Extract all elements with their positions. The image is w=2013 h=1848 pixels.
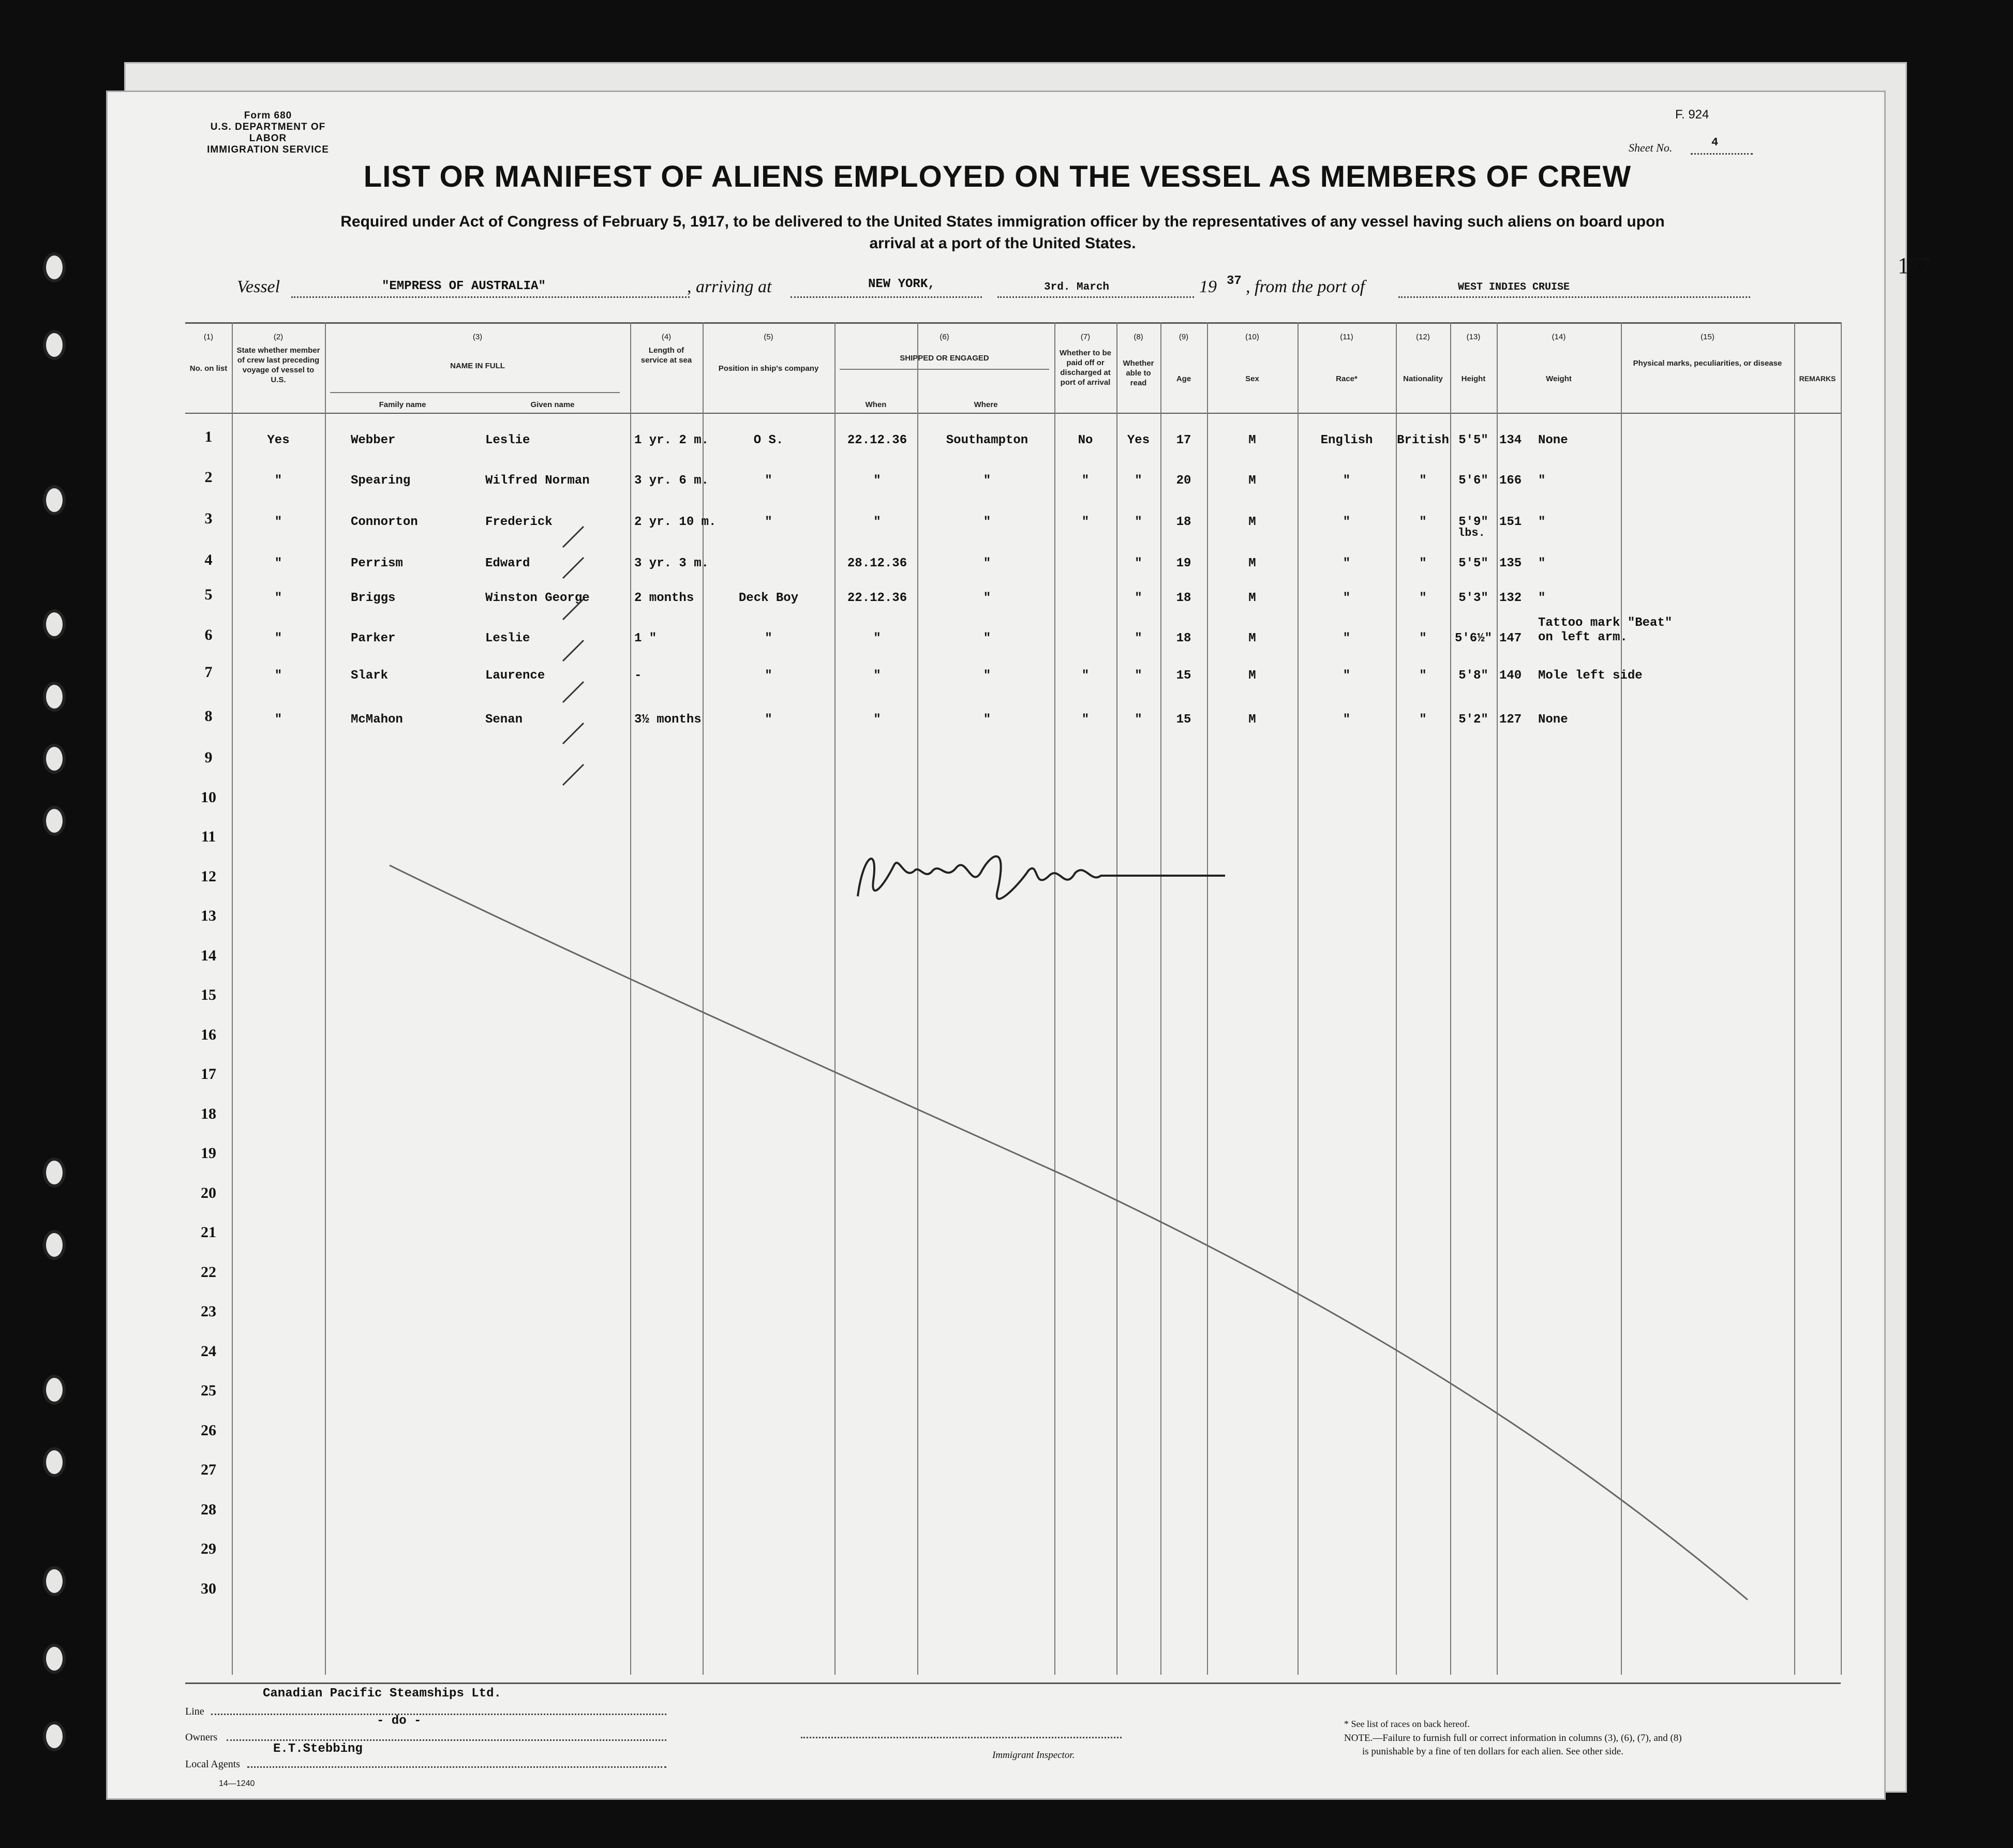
subtitle (252, 211, 1753, 254)
cell-read: " (1135, 669, 1142, 683)
colnum: (9) (1179, 333, 1189, 341)
cell-age: 19 (1176, 557, 1191, 570)
cell-paid: " (1081, 713, 1090, 727)
cell-where: " (983, 474, 991, 488)
cell-family: Connorton (351, 515, 418, 529)
cell-nat: " (1419, 474, 1427, 488)
row-number: 28 (201, 1500, 216, 1518)
cell-length: 2 months (634, 591, 694, 605)
cell-read: " (1135, 632, 1142, 645)
year-prefix: 19 (1199, 277, 1217, 296)
colnum: (3) (472, 333, 483, 341)
row-number: 11 (201, 828, 216, 845)
cell-marks: None (1538, 713, 1568, 727)
cell-age: 18 (1176, 515, 1191, 529)
cell-paid: " (1081, 669, 1090, 683)
cell-length: 1 yr. 2 m. (634, 433, 709, 447)
colnum: (13) (1466, 333, 1481, 341)
row-number: 26 (201, 1421, 216, 1439)
cell-when: " (873, 632, 881, 645)
punch-hole (43, 682, 66, 712)
cell-n: 1 (204, 428, 213, 445)
cell-n: 4 (204, 551, 213, 568)
cell-where: " (983, 557, 991, 570)
cell-prev: " (274, 632, 282, 645)
cell-paid: No (1078, 433, 1093, 447)
cell-where: " (983, 591, 991, 605)
cell-weight: 166 (1499, 474, 1522, 488)
colnum: (8) (1134, 333, 1143, 341)
punch-hole (43, 609, 66, 639)
cell-age: 18 (1176, 632, 1191, 645)
crew-table (185, 322, 1841, 1675)
header-length-service: Length of service at sea (640, 346, 692, 365)
cell-race: " (1343, 591, 1351, 605)
cell-race: " (1343, 474, 1351, 488)
cell-marks-line2: on left arm. (1538, 630, 1628, 644)
cell-position: " (765, 713, 772, 727)
cell-when: " (873, 515, 881, 529)
punch-hole (43, 744, 66, 774)
cell-position: Deck Boy (738, 591, 799, 605)
header-remarks: REMARKS (1799, 374, 1836, 383)
cell-given: Leslie (485, 632, 530, 645)
cell-position: O S. (753, 433, 784, 447)
colnum: (11) (1340, 333, 1353, 341)
service: IMMIGRATION SERVICE (207, 144, 329, 155)
from-label: , from the port of (1246, 277, 1365, 296)
cell-family: Spearing (351, 474, 411, 488)
header-age: Age (1176, 374, 1191, 383)
header-position: Position in ship's company (718, 364, 819, 373)
punch-hole (43, 1158, 66, 1188)
note-line-1: NOTE.—Failure to furnish full or correct information in columns (3), (6), (7), and (8) (1344, 1733, 1682, 1744)
cell-n: 7 (204, 664, 213, 681)
cell-position: " (765, 474, 772, 488)
cell-race: " (1343, 557, 1351, 570)
colnum: (7) (1080, 333, 1091, 341)
cell-given: Frederick (485, 515, 553, 529)
cell-n: 6 (204, 626, 213, 643)
cell-race: " (1343, 515, 1351, 529)
cell-where: " (983, 669, 991, 683)
cell-position: " (765, 632, 772, 645)
from-port: WEST INDIES CRUISE (1458, 281, 1570, 293)
cell-weight: 147 (1499, 632, 1522, 645)
line-label: Line (185, 1706, 204, 1717)
cell-when: " (873, 669, 881, 683)
cell-prev: " (274, 474, 282, 488)
punch-hole (43, 1230, 66, 1260)
header-no-on-list: No. on list (189, 364, 228, 373)
cell-height: 5'2" (1458, 713, 1488, 727)
cell-length: 3 yr. 6 m. (634, 474, 709, 488)
row-number: 9 (204, 749, 213, 766)
cell-marks: Mole left side (1538, 669, 1643, 683)
colnum: (10) (1245, 333, 1259, 341)
cell-family: Parker (351, 632, 396, 645)
punch-hole (43, 1721, 66, 1751)
cell-position: " (765, 669, 772, 683)
cell-read: " (1135, 713, 1142, 727)
header-physical: Physical marks, peculiarities, or disease (1633, 359, 1782, 368)
colnum: (4) (661, 333, 672, 341)
cell-given: Winston George (485, 591, 590, 605)
row-number: 20 (201, 1184, 216, 1201)
punch-hole (43, 1375, 66, 1405)
header-family-name: Family name (379, 400, 426, 409)
form-number: Form 680 (244, 110, 292, 121)
cell-prev: " (274, 669, 282, 683)
header-nationality: Nationality (1403, 374, 1443, 383)
cell-where: Southampton (946, 433, 1028, 447)
cell-family: Briggs (351, 591, 396, 605)
cell-prev: " (274, 515, 282, 529)
colnum: (5) (764, 333, 773, 341)
cell-height: 5'3" (1458, 591, 1488, 605)
colnum: (15) (1701, 333, 1714, 341)
cell-age: 15 (1176, 669, 1191, 683)
cell-prev: Yes (267, 433, 290, 447)
cell-prev: " (274, 591, 282, 605)
cell-age: 17 (1176, 433, 1191, 447)
subtitle-line-1: Required under Act of Congress of February 5, 1917, to be delivered to the United States immigration officer by the representatives of any vessel having such aliens on board upon (340, 213, 1665, 230)
row-number: 27 (201, 1461, 216, 1478)
cell-sex: M (1248, 669, 1256, 683)
year-suffix: 37 (1227, 274, 1242, 288)
cell-height: 5'9" (1458, 515, 1488, 529)
cell-read: " (1135, 557, 1142, 570)
cell-race: " (1343, 713, 1351, 727)
cell-paid: " (1081, 474, 1090, 488)
cell-given: Wilfred Norman (485, 474, 590, 488)
cell-height: 5'5" (1458, 433, 1488, 447)
agents-value: E.T.Stebbing (273, 1742, 363, 1756)
cell-paid: " (1081, 515, 1090, 529)
inspector-label: Immigrant Inspector. (992, 1750, 1075, 1761)
header-race: Race* (1336, 374, 1358, 383)
cell-marks: None (1538, 433, 1568, 447)
row-number: 12 (201, 867, 216, 885)
row-number: 29 (201, 1540, 216, 1557)
arrival-port: NEW YORK, (868, 277, 935, 291)
row-number: 23 (201, 1303, 216, 1320)
agents-label: Local Agents (185, 1759, 241, 1770)
cell-sex: M (1248, 591, 1256, 605)
punch-hole (43, 1644, 66, 1674)
weight-unit: lbs. (1458, 527, 1485, 539)
cell-sex: M (1248, 433, 1256, 447)
cell-length: - (634, 669, 642, 683)
cell-n: 5 (204, 586, 213, 603)
cell-length: 1 " (634, 632, 657, 645)
cell-nat: " (1419, 669, 1427, 683)
cell-family: Perrism (351, 557, 403, 570)
header-able-read: Whether able to read (1123, 359, 1154, 387)
cell-race: English (1320, 433, 1373, 447)
cell-when: 28.12.36 (847, 557, 907, 570)
cell-weight: 134 (1499, 433, 1522, 447)
cell-nat: " (1419, 591, 1427, 605)
cell-race: " (1343, 632, 1351, 645)
page-title: LIST OR MANIFEST OF ALIENS EMPLOYED ON THE VESSEL AS MEMBERS OF CREW (363, 160, 1632, 193)
punch-hole (43, 1566, 66, 1596)
row-number: 19 (201, 1145, 216, 1162)
cell-where: " (983, 632, 991, 645)
cell-age: 20 (1176, 474, 1191, 488)
cell-nat: " (1419, 515, 1427, 529)
header-paid-off: Whether to be paid off or discharged at port of arrival (1060, 349, 1111, 387)
header-height: Height (1461, 374, 1486, 383)
header-sex: Sex (1245, 374, 1259, 383)
arrival-date: 3rd. March (1044, 281, 1110, 293)
sheet-label: Sheet No. (1629, 141, 1673, 154)
header-given-name: Given name (530, 400, 575, 409)
header-weight: Weight (1546, 374, 1572, 383)
cell-weight: 151 (1499, 515, 1522, 529)
cell-given: Laurence (485, 669, 545, 683)
print-code: 14—1240 (219, 1779, 255, 1788)
cell-when: 22.12.36 (847, 591, 907, 605)
punch-hole (43, 806, 66, 836)
cell-nat: " (1419, 713, 1427, 727)
cell-weight: 127 (1499, 713, 1522, 727)
owners-label: Owners (185, 1732, 218, 1743)
cell-age: 18 (1176, 591, 1191, 605)
row-number: 15 (201, 986, 216, 1003)
cell-nat: " (1419, 632, 1427, 645)
note-line-2: is punishable by a fine of ten dollars for each alien. See other side. (1362, 1746, 1623, 1757)
cell-nat: " (1419, 557, 1427, 570)
row-number: 10 (201, 788, 216, 806)
row-number: 17 (201, 1065, 216, 1083)
colnum: (12) (1416, 333, 1430, 341)
cell-height: 5'8" (1458, 669, 1488, 683)
cell-length: 3½ months (634, 713, 702, 727)
subtitle-line-2: arrival at a port of the United States. (869, 235, 1136, 252)
row-number: 25 (201, 1382, 216, 1399)
cell-marks: " (1538, 591, 1546, 605)
manifest-sheet (106, 91, 1932, 1800)
cell-height: 5'5" (1458, 557, 1488, 570)
cell-given: Leslie (485, 433, 530, 447)
cell-family: Slark (351, 669, 389, 683)
colnum: (1) (203, 333, 214, 341)
row-number: 14 (201, 946, 216, 964)
department: U.S. DEPARTMENT OF LABOR (210, 122, 326, 144)
cell-n: 8 (204, 708, 213, 725)
punch-hole (43, 330, 66, 360)
cell-family: McMahon (351, 713, 403, 727)
cell-sex: M (1248, 474, 1256, 488)
line-value: Canadian Pacific Steamships Ltd. (263, 1687, 501, 1701)
header-state-whether: State whether member of crew last preceding voyage of vessel to U.S. (236, 346, 320, 384)
header-name-in-full: NAME IN FULL (450, 362, 505, 370)
cell-marks: Tattoo mark "Beat" (1538, 616, 1673, 630)
row-number: 30 (201, 1580, 216, 1597)
colnum: (2) (273, 333, 284, 341)
punch-hole (43, 252, 66, 282)
cell-where: " (983, 515, 991, 529)
cell-marks: " (1538, 557, 1546, 570)
row-number: 24 (201, 1342, 216, 1360)
cell-race: " (1343, 669, 1351, 683)
colnum: (6) (940, 333, 949, 341)
cell-height: 5'6" (1458, 474, 1488, 488)
cell-read: " (1135, 474, 1142, 488)
cell-sex: M (1248, 557, 1256, 570)
vessel-label: Vessel (237, 277, 280, 296)
row-number: 22 (201, 1263, 216, 1281)
cell-position: " (765, 515, 772, 529)
cell-when: " (873, 474, 881, 488)
cell-weight: 140 (1499, 669, 1522, 683)
cell-weight: 135 (1499, 557, 1522, 570)
cell-length: 2 yr. 10 m. (634, 515, 717, 529)
cell-prev: " (274, 557, 282, 570)
cell-marks: " (1538, 515, 1546, 529)
cell-sex: M (1248, 515, 1256, 529)
cell-read: " (1135, 591, 1142, 605)
cell-age: 15 (1176, 713, 1191, 727)
cell-n: 3 (204, 510, 213, 527)
header-where: Where (974, 400, 998, 409)
owners-value: - do - (377, 1714, 422, 1728)
row-number: 13 (201, 907, 216, 924)
cell-n: 2 (204, 469, 213, 486)
cell-length: 3 yr. 3 m. (634, 557, 709, 570)
cancel-line (185, 322, 1841, 1682)
cell-marks: " (1538, 474, 1546, 488)
cell-sex: M (1248, 632, 1256, 645)
cell-given: Senan (485, 713, 523, 727)
row-number: 18 (201, 1105, 216, 1122)
cell-sex: M (1248, 713, 1256, 727)
cell-weight: 132 (1499, 591, 1522, 605)
cell-where: " (983, 713, 991, 727)
page-number: 177 (1898, 253, 1932, 278)
cell-read: " (1135, 515, 1142, 529)
cell-family: Webber (351, 433, 396, 447)
cell-prev: " (274, 713, 282, 727)
header-shipped: SHIPPED OR ENGAGED (900, 354, 989, 363)
row-number: 21 (201, 1224, 216, 1241)
row-number: 16 (201, 1026, 216, 1043)
cell-when: " (873, 713, 881, 727)
cell-given: Edward (485, 557, 530, 570)
punch-hole (43, 1447, 66, 1477)
vessel-name: "EMPRESS OF AUSTRALIA" (382, 279, 546, 293)
cell-nat: British (1397, 433, 1449, 447)
arriving-label: , arriving at (687, 277, 772, 296)
cell-when: 22.12.36 (847, 433, 907, 447)
cell-read: Yes (1127, 433, 1150, 447)
note-races: * See list of races on back hereof. (1344, 1719, 1470, 1729)
punch-hole (43, 485, 66, 515)
header-when: When (865, 400, 887, 409)
colnum: (14) (1552, 333, 1566, 341)
f-number: F. 924 (1675, 108, 1709, 122)
cell-height: 5'6½" (1454, 632, 1492, 645)
sheet-number: 4 (1711, 136, 1719, 149)
